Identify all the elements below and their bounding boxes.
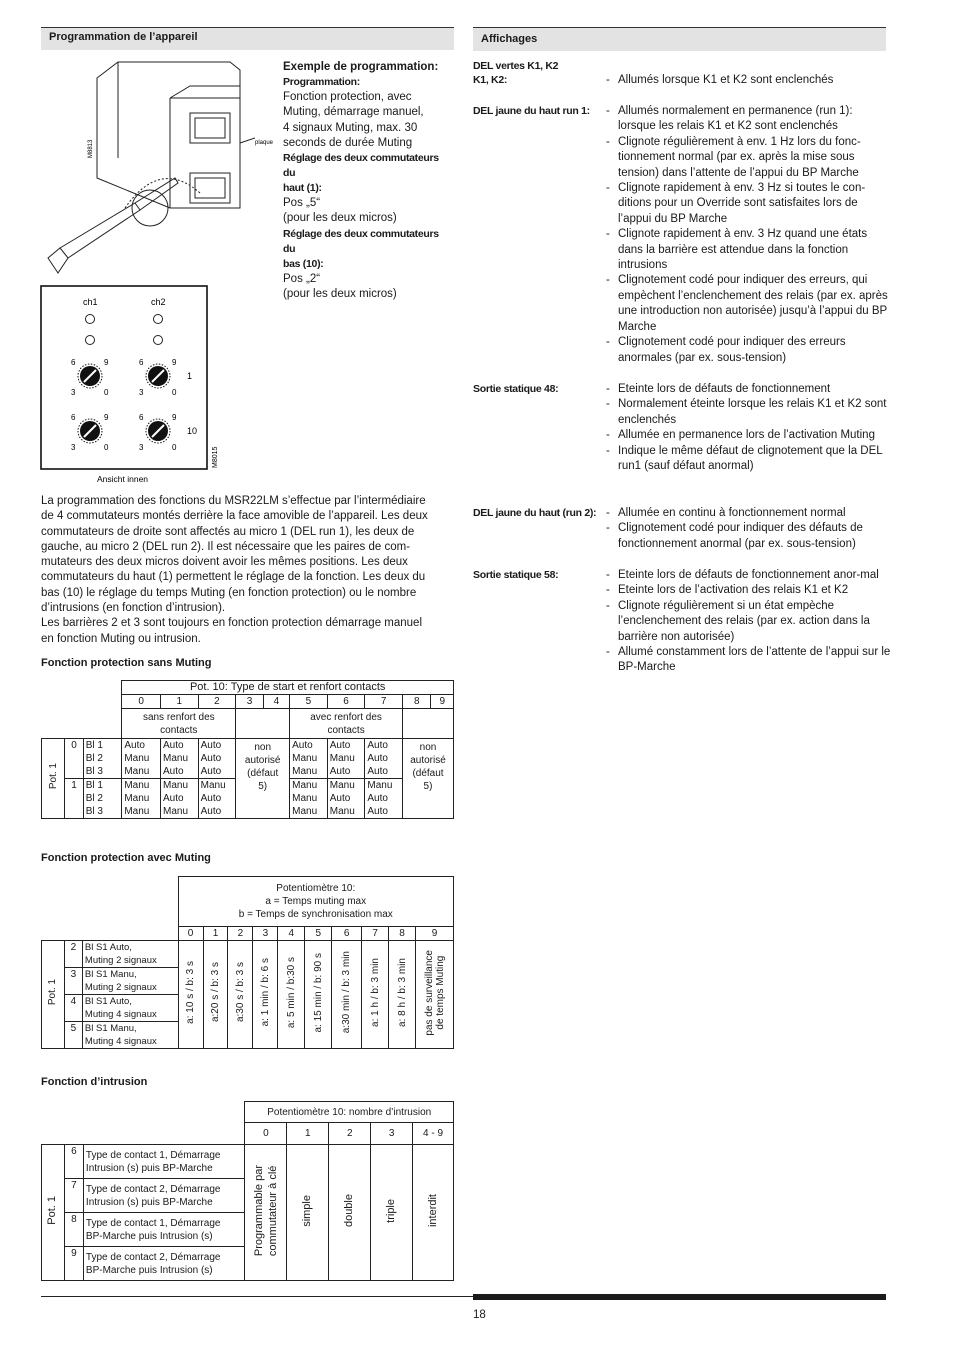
display-label-run2	[473, 507, 596, 519]
dial-ch2-10	[139, 413, 177, 452]
display-item: - Allumé constamment lors de l’attente de l’appui sur le BP-Marche	[606, 645, 891, 676]
led-ch1-top	[86, 315, 95, 324]
table3-pot-label: Pot. 1	[46, 1196, 59, 1225]
table2	[41, 876, 454, 1049]
example-title: Exemple de programmation:	[283, 61, 439, 73]
row-label-1: 1	[187, 371, 193, 381]
table2-pot-label: Pot. 1	[47, 979, 59, 1006]
display-item: - Allumés lorsque K1 et K2 sont enclenchés	[606, 73, 891, 88]
table3-col: 4 - 9	[413, 1123, 454, 1145]
display-label-line: DEL vertes K1, K2	[473, 60, 559, 72]
display-item: - Clignotement codé pour indiquer des erreurs, qui empèchent l’enclenchement des relais (par ex. après une introduction non autorisée) jusqu’à l’appui du BP Marche	[606, 273, 891, 335]
dial-label: 6	[139, 358, 144, 367]
table3-row-text: Type de contact 1, Démarrage	[85, 1149, 221, 1161]
display-label-line: Sortie statique 58:	[473, 569, 559, 581]
table1-non-auto-line: autorisé	[410, 755, 446, 766]
table3-col: 3	[371, 1123, 413, 1145]
table1-bl: Bl 2	[85, 753, 103, 764]
intro-line: d’intrusions (en fonction d’intrusion).	[41, 602, 226, 615]
dial-label: 3	[139, 443, 144, 452]
display-item: - Clignotement codé pour indiquer des défauts de fonctionnement anormal (par ex. sous-tension)	[606, 521, 891, 552]
table1-col: 3	[236, 695, 263, 709]
table2-value: a: 8 h / b: 3 min	[396, 958, 408, 1027]
table1-cell: Auto	[200, 766, 222, 777]
table3-value-1: simple	[301, 1194, 314, 1227]
display-label-run1	[473, 105, 590, 117]
display-list-green-leds	[606, 73, 891, 88]
table1-bl: Bl 3	[85, 806, 103, 817]
table1-non-auto-line: (défaut	[247, 768, 279, 779]
example-bottom-label-line: bas (10):	[283, 257, 324, 270]
table2-value: a: 1 h / b: 3 min	[369, 958, 381, 1027]
table2-col: 5	[305, 927, 332, 941]
table1-non-auto-line: non	[419, 742, 437, 753]
table1-non-autorise-b	[403, 739, 454, 819]
display-item: - Allumés normalement en permanence (run 1): lorsque les relais K1 et K2 sont enclenchés	[606, 104, 891, 135]
table1-cell: Manu	[292, 780, 318, 791]
table1-cell: Auto	[367, 753, 388, 764]
display-list-run1	[606, 104, 891, 366]
footer-rule	[41, 1296, 473, 1297]
table1-header: Pot. 10: Type de start et renfort contacts	[122, 681, 454, 695]
display-label-line: Sortie statique 48:	[473, 383, 559, 395]
table2-header-line: b = Temps de synchronisation max	[238, 909, 393, 920]
table2-row-text: Bl S1 Manu,	[84, 969, 137, 980]
table3-row-text: Type de contact 1, Démarrage	[85, 1217, 221, 1229]
table3-col: 1	[287, 1123, 329, 1145]
table1-cell: Manu	[163, 780, 189, 791]
display-item: - Eteinte lors de défauts de fonctionnement	[606, 382, 891, 397]
table3-pot: 9	[64, 1247, 83, 1281]
table3-value-3: triple	[385, 1198, 398, 1223]
table1-title: Fonction protection sans Muting	[41, 657, 212, 669]
table1-col: 9	[431, 695, 454, 709]
table1-cell: Manu	[292, 766, 318, 777]
dial-label: 6	[71, 358, 76, 367]
table1-cell: Manu	[292, 753, 318, 764]
figure2-caption: Ansicht innen	[97, 474, 149, 484]
table1-col: 5	[290, 695, 328, 709]
table2-col: 8	[389, 927, 416, 941]
intro-line: de 4 commutateurs montés derrière la face amovible de l’appareil. Les deux	[41, 510, 428, 523]
table1-col: 4	[263, 695, 289, 709]
table1-cell: Manu	[124, 766, 150, 777]
table2-col: 3	[253, 927, 278, 941]
table2-last-value-line: pas de surveillance	[423, 949, 435, 1036]
table1-cell: Auto	[200, 740, 222, 751]
display-item: - Indique le même défaut de clignotement que la DEL run1 (sauf défaut anormal)	[606, 444, 891, 475]
table3-row-text: Type de contact 2, Démarrage	[85, 1251, 221, 1263]
example-prog-line: seconds de durée Muting	[283, 136, 413, 149]
intro-line: commutateurs de droite sont affectés au micro 1 (DEL run 1), les deux de	[41, 525, 415, 538]
example-prog-line: Muting, démarrage manuel,	[283, 106, 424, 119]
table3-pot: 7	[64, 1179, 83, 1213]
table1-col: 7	[365, 695, 403, 709]
display-label-green-leds	[473, 59, 558, 87]
table2-value: a: 15 min / b: 90 s	[312, 952, 324, 1033]
table1-cell: Auto	[329, 740, 351, 751]
dial-label: 0	[172, 443, 177, 452]
table2-row-text: Muting 2 signaux	[84, 955, 157, 966]
dial-label: 3	[71, 443, 76, 452]
table1-col: 8	[403, 695, 431, 709]
table2-value: a: 10 s / b: 3 s	[185, 961, 197, 1024]
table1-cell: Manu	[329, 780, 355, 791]
table2-title: Fonction protection avec Muting	[41, 852, 211, 864]
example-prog-line: 4 signaux Muting, max. 30	[283, 121, 418, 134]
table1-cell: Manu	[124, 780, 150, 791]
ch2-label: ch2	[151, 297, 166, 307]
example-bottom-label-line: Réglage des deux commutateurs du	[283, 227, 439, 255]
table1-non-auto-line: non	[254, 742, 272, 753]
example-top-line: (pour les deux micros)	[283, 212, 397, 225]
example-prog-label: Programmation:	[283, 76, 360, 88]
table1-cell: Auto	[163, 793, 184, 804]
table1-non-auto-line: 5)	[423, 781, 433, 792]
table1-cell: Auto	[367, 806, 388, 817]
dial-ch1-1	[71, 358, 109, 397]
table1-group-a: sans renfort des contacts	[122, 709, 236, 739]
dial-label: 9	[172, 358, 177, 367]
table2-header-line: a = Temps muting max	[265, 896, 367, 907]
table2-col: 2	[228, 927, 253, 941]
display-item: - Normalement éteinte lorsque les relais K1 et K2 sont enclenchés	[606, 397, 891, 428]
display-list-run2	[606, 506, 891, 552]
dial-label: 6	[139, 413, 144, 422]
table1-non-auto-line: 5)	[258, 781, 268, 792]
example-prog-line: Fonction protection, avec	[283, 91, 412, 103]
display-item: - Eteinte lors de défauts de fonctionnement anor-mal	[606, 568, 891, 583]
example-top-label-line: Réglage des deux commutateurs du	[283, 152, 439, 180]
example-top-line: Pos „5“	[283, 197, 321, 210]
table2-last-value-line: de temps Muting	[434, 955, 446, 1030]
display-item: - Clignotement codé pour indiquer des erreurs anormales (par ex. sous-tension)	[606, 335, 891, 366]
table1-cell: Auto	[200, 753, 222, 764]
table3-value-4: interdit	[426, 1193, 439, 1228]
dial-label: 0	[104, 443, 109, 452]
dial-label: 9	[172, 413, 177, 422]
ch1-label: ch1	[83, 297, 98, 307]
table3-row-text: Type de contact 2, Démarrage	[85, 1183, 221, 1195]
table1-cell: Auto	[292, 740, 313, 751]
table2-pot: 3	[64, 968, 82, 995]
figure1-plaque-label: plaque	[255, 140, 274, 146]
figure1-code: M8813	[88, 139, 94, 158]
intro-line: mutateurs des deux micros doivent avoir les mêmes positions. Les deux	[41, 556, 408, 569]
switch-panel-diagram	[40, 285, 220, 487]
intro-line: bas (10) le réglage du temps Muting (en fonction protection) ou le nombre	[41, 586, 417, 599]
example-top-label-line: haut (1):	[283, 182, 322, 195]
table3-pot: 6	[64, 1145, 83, 1179]
example-top-label	[283, 151, 453, 196]
footer-bar	[473, 1294, 886, 1300]
table1-cell: Manu	[292, 793, 318, 804]
table1-col: 0	[122, 695, 161, 709]
table1-pot: 1	[65, 779, 83, 819]
table1-cell: Auto	[200, 806, 222, 817]
intro-line: en fonction Muting ou intrusion.	[41, 632, 201, 645]
table1-cell: Auto	[163, 766, 184, 777]
display-label-output58	[473, 569, 558, 581]
display-item: - Clignote régulièrement à env. 1 Hz lors du fonc-tionnement normal (par ex. après la mise sous tension) dans l’attente de l’appui du BP Marche	[606, 135, 891, 181]
display-label-line: K1, K2:	[473, 74, 508, 86]
dial-label: 3	[71, 388, 76, 397]
table2-value: a: 5 min / b:30 s	[285, 956, 297, 1029]
table1	[41, 680, 454, 819]
right-section-title: Affichages	[481, 33, 538, 45]
led-ch2-top	[154, 315, 163, 324]
table2-col: 4	[278, 927, 305, 941]
table2-value: a: 1 min / b: 6 s	[259, 958, 271, 1027]
dial-ch1-10	[71, 413, 109, 452]
table2-header	[178, 877, 453, 927]
display-label-line: DEL jaune du haut run 1:	[473, 105, 590, 117]
table1-cell: Manu	[163, 753, 189, 764]
table1-cell: Auto	[163, 740, 184, 751]
table1-cell: Manu	[367, 780, 393, 791]
table3-row-text: Intrusion (s) puis BP-Marche	[85, 1196, 213, 1208]
table2-col: 9	[416, 927, 454, 941]
table1-non-auto-line: (défaut	[412, 768, 444, 779]
table3-value-0	[252, 1165, 280, 1256]
table2-value: a:20 s / b: 3 s	[209, 962, 221, 1023]
table1-col: 1	[161, 695, 199, 709]
table2-header-line: Potentiomètre 10:	[276, 883, 356, 894]
table2-row-text: Bl S1 Auto,	[84, 996, 132, 1007]
table1-cell: Manu	[329, 753, 355, 764]
table1-cell: Auto	[367, 740, 388, 751]
table1-bl: Bl 1	[85, 780, 103, 791]
table2-value: a:30 s / b: 3 s	[234, 962, 246, 1023]
table1-pot-label: Pot. 1	[47, 763, 59, 790]
dial-label: 9	[104, 358, 109, 367]
dial-label: 3	[139, 388, 144, 397]
table1-non-auto-line: autorisé	[244, 755, 281, 766]
table1-cell: Auto	[200, 793, 222, 804]
table1-cell: Auto	[329, 766, 351, 777]
table1-cell: Manu	[163, 806, 189, 817]
table3-row-text: BP-Marche puis Intrusion (s)	[85, 1264, 213, 1276]
intro-line: La programmation des fonctions du MSR22LM s’effectue par l’intermédiaire	[41, 495, 426, 507]
display-item: - Allumée en permanence lors de l’activation Muting	[606, 428, 891, 443]
table2-col: 1	[203, 927, 228, 941]
table2-row-text: Muting 4 signaux	[84, 1036, 157, 1047]
table2-pot: 5	[64, 1022, 82, 1049]
device-illustration	[40, 58, 280, 288]
table1-cell: Auto	[367, 766, 388, 777]
intro-line: gauche, au micro 2 (DEL run 2). Il est nécessaire que les paires de com-	[41, 540, 411, 553]
table3-value-line: Programmable par	[252, 1164, 265, 1257]
example-bottom-line: Pos „2“	[283, 272, 321, 285]
table3-pot: 8	[64, 1213, 83, 1247]
table1-cell: Manu	[124, 806, 150, 817]
table2-pot: 4	[64, 995, 82, 1022]
table2-col: 0	[178, 927, 203, 941]
table2-row-text: Muting 2 signaux	[84, 982, 157, 993]
table3-value-2: double	[343, 1193, 356, 1228]
table3	[41, 1101, 454, 1281]
dial-label: 9	[104, 413, 109, 422]
table1-bl: Bl 3	[85, 766, 103, 777]
example-block	[283, 60, 453, 302]
display-item: - Clignote rapidement à env. 3 Hz si toutes le con-ditions pour un Override sont satisfaites lors de l’appui du BP Marche	[606, 181, 891, 227]
led-ch2-bottom	[154, 336, 163, 345]
figure2-code: M8015	[212, 446, 219, 468]
dial-ch2-1	[139, 358, 177, 397]
intro-line: commutateurs du haut (1) permettent le réglage de la fonction. Les deux du	[41, 571, 426, 584]
example-top-text	[283, 196, 453, 227]
table3-col: 2	[329, 1123, 371, 1145]
table1-cell: Manu	[292, 806, 318, 817]
table3-col: 0	[245, 1123, 287, 1145]
table1-cell: Manu	[124, 753, 150, 764]
table2-col: 6	[332, 927, 362, 941]
table3-title: Fonction d’intrusion	[41, 1076, 148, 1088]
table1-cell: Auto	[124, 740, 145, 751]
intro-line: Les barrières 2 et 3 sont toujours en fonction protection démarrage manuel	[41, 617, 422, 630]
table1-cell: Manu	[124, 793, 150, 804]
table2-row-text: Bl S1 Manu,	[84, 1023, 137, 1034]
display-label-line: DEL jaune du haut (run 2):	[473, 507, 597, 519]
table3-row-text: Intrusion (s) puis BP-Marche	[85, 1162, 213, 1174]
table2-last-value	[424, 950, 446, 1036]
table1-non-autorise-a	[236, 739, 290, 819]
led-ch1-bottom	[86, 336, 95, 345]
table1-bl: Bl 1	[85, 740, 103, 751]
table3-value-line: commutateur à clé	[266, 1165, 279, 1256]
table2-value: a:30 min / b: 3 min	[341, 951, 353, 1034]
table1-cell: Manu	[329, 806, 355, 817]
example-bottom-line: (pour les deux micros)	[283, 288, 397, 301]
example-prog-text	[283, 90, 453, 151]
table1-cell: Auto	[367, 793, 388, 804]
display-label-output48	[473, 383, 558, 395]
left-section-header	[41, 27, 454, 50]
display-item: - Clignote régulièrement si un état empèche l’enclenchement des relais (par ex. action dans la barrière non autorisée)	[606, 599, 891, 645]
table2-row-text: Bl S1 Auto,	[84, 942, 132, 953]
dial-label: 0	[172, 388, 177, 397]
display-list-output48	[606, 382, 891, 474]
table3-row-text: BP-Marche puis Intrusion (s)	[85, 1230, 213, 1242]
intro-paragraph	[41, 494, 461, 647]
table1-col: 2	[198, 695, 236, 709]
table1-cell: Auto	[329, 793, 351, 804]
example-bottom-label	[283, 227, 453, 272]
table1-bl: Bl 2	[85, 793, 103, 804]
table3-header: Potentiomètre 10: nombre d’intrusion	[245, 1102, 454, 1123]
table1-cell: Manu	[200, 780, 226, 791]
table2-row-text: Muting 4 signaux	[84, 1009, 157, 1020]
table2-pot: 2	[64, 941, 82, 968]
example-bottom-text	[283, 272, 453, 303]
table1-col: 6	[327, 695, 365, 709]
table2-col: 7	[362, 927, 389, 941]
dial-label: 6	[71, 413, 76, 422]
row-label-10: 10	[187, 426, 198, 436]
display-item: - Clignote rapidement à env. 3 Hz quand une états dans la barrière est attendue dans la fonction intrusions	[606, 227, 891, 273]
left-section-title: Programmation de l’appareil	[49, 31, 198, 43]
right-section-header	[473, 27, 886, 51]
display-item: - Eteinte lors de l’activation des relais K1 et K2	[606, 583, 891, 598]
table1-pot: 0	[65, 739, 83, 779]
display-item: - Allumée en continu à fonctionnement normal	[606, 506, 891, 521]
display-list-output58	[606, 568, 891, 676]
table1-group-b: avec renfort des contacts	[290, 709, 403, 739]
page-number: 18	[473, 1309, 486, 1321]
dial-label: 0	[104, 388, 109, 397]
